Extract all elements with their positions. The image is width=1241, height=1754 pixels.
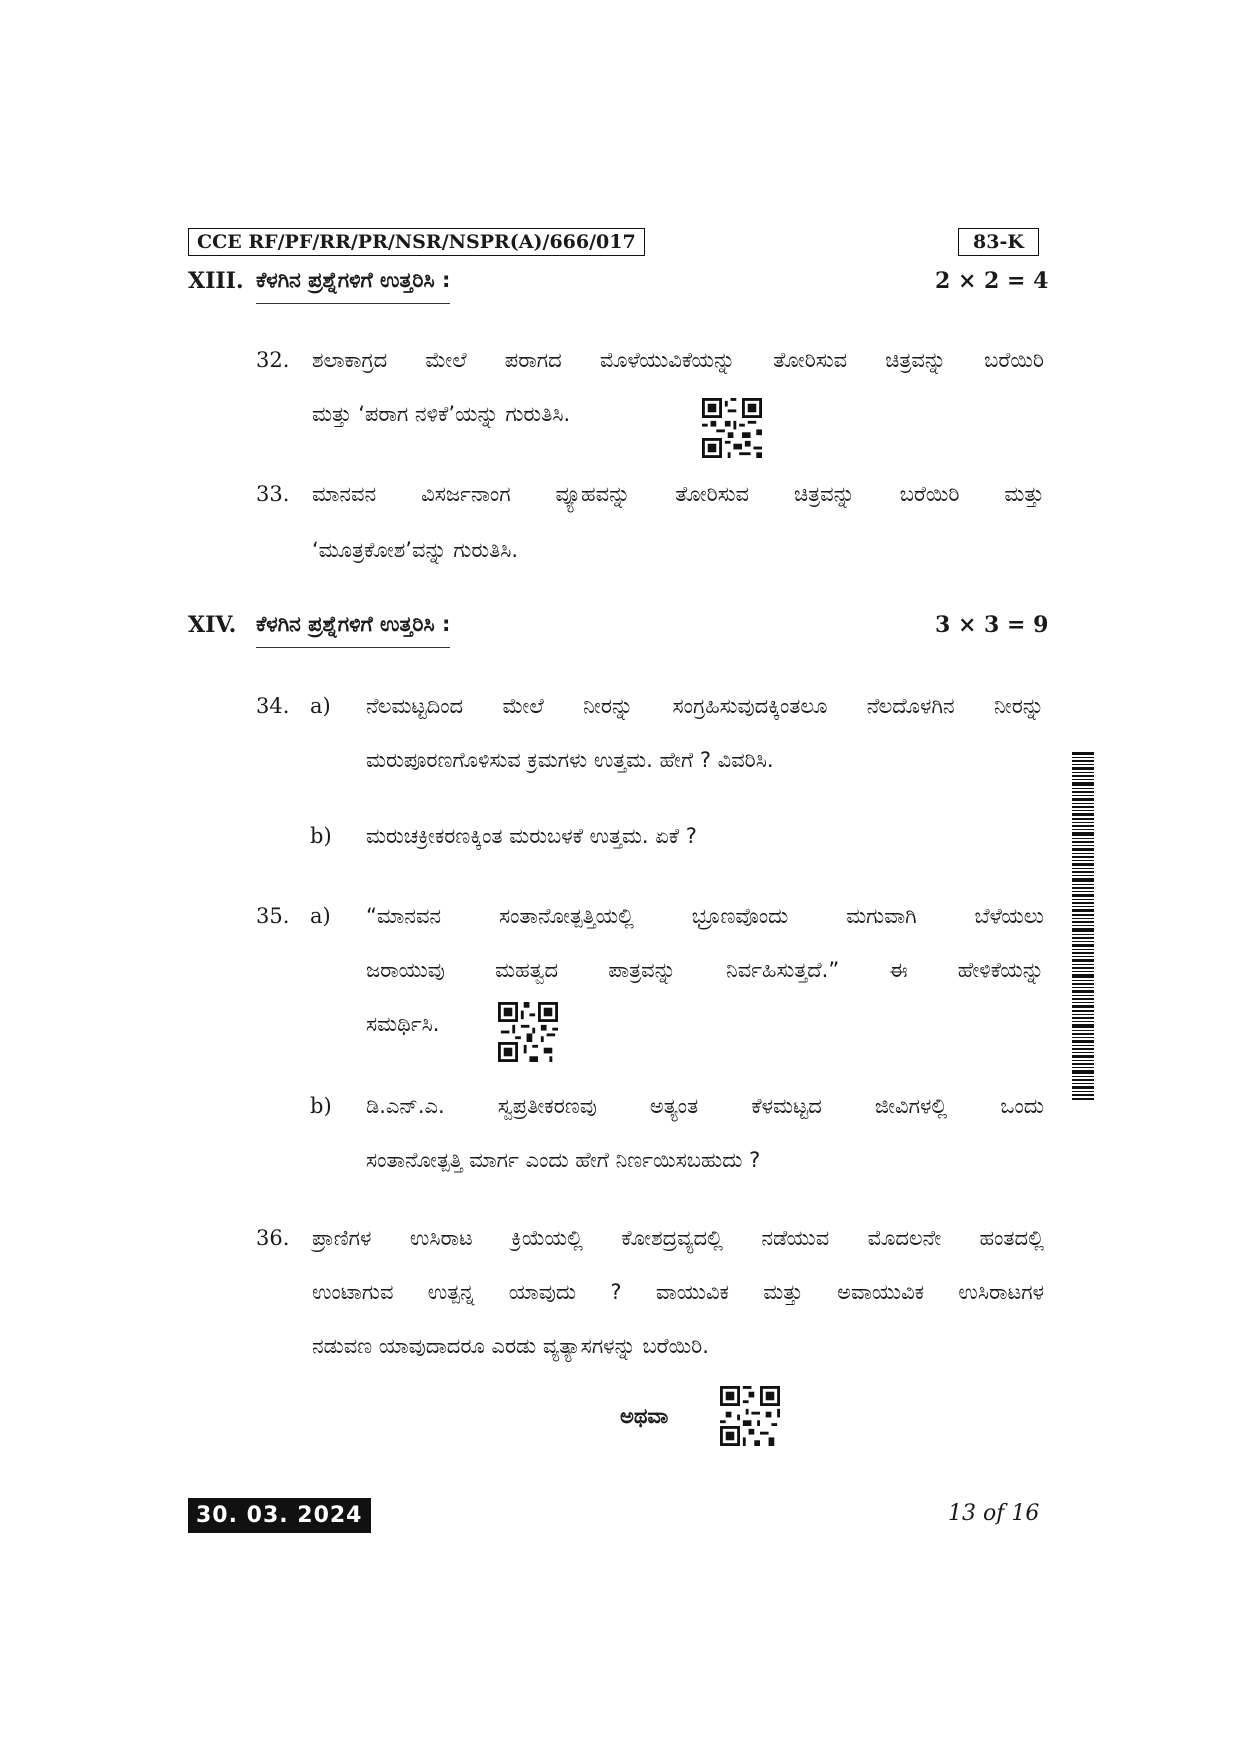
question-text: ಮಾನವನ ವಿಸರ್ಜನಾಂಗ ವ್ಯೂಹವನ್ನು ತೋರಿಸುವ ಚಿತ್ರವನ್ನು ಬರೆಯಿರಿ ಮತ್ತು xyxy=(312,482,1044,506)
question-number: 33. xyxy=(256,482,290,506)
question-text: ಪ್ರಾಣಿಗಳ ಉಸಿರಾಟ ಕ್ರಿಯೆಯಲ್ಲಿ ಕೋಶದ್ರವ್ಯದಲ್ಲಿ ನಡೆಯುವ ಮೊದಲನೇ ಹಂತದಲ್ಲಿ xyxy=(312,1226,1044,1250)
qr-code-icon xyxy=(702,398,762,458)
or-label: ಅಥವಾ xyxy=(620,1404,669,1428)
question-text: ಡಿ.ಎನ್.ಎ. ಸ್ವಪ್ರತೀಕರಣವು ಅತ್ಯಂತ ಕೆಳಮಟ್ಟದ ಜೀವಿಗಳಲ್ಲಿ ಒಂದು xyxy=(366,1094,1044,1118)
question-text: ಮರುಚಕ್ರೀಕರಣಕ್ಕಿಂತ ಮರುಬಳಕೆ ಉತ್ತಮ. ಏಕೆ ? xyxy=(366,824,697,848)
exam-code-box: CCE RF/PF/RR/PR/NSR/NSPR(A)/666/017 xyxy=(188,228,645,256)
section-marks: 2 × 2 = 4 xyxy=(935,268,1049,294)
qr-code-icon xyxy=(498,1002,558,1062)
question-text: ಸಮರ್ಥಿಸಿ. xyxy=(366,1012,440,1036)
sub-question-label: b) xyxy=(310,1094,332,1118)
question-text: ನಡುವಣ ಯಾವುದಾದರೂ ಎರಡು ವ್ಯತ್ಯಾಸಗಳನ್ನು ಬರೆಯಿರಿ. xyxy=(312,1334,709,1358)
sub-question-label: a) xyxy=(310,904,331,928)
question-text: ಉಂಟಾಗುವ ಉತ್ಪನ್ನ ಯಾವುದು ? ವಾಯುವಿಕ ಮತ್ತು ಅವಾಯುವಿಕ ಉಸಿರಾಟಗಳ xyxy=(312,1280,1044,1304)
section-marks: 3 × 3 = 9 xyxy=(935,612,1049,638)
question-text: ಮರುಪೂರಣಗೊಳಿಸುವ ಕ್ರಮಗಳು ಉತ್ತಮ. ಹೇಗೆ ? ವಿವರಿಸಿ. xyxy=(366,748,774,772)
question-number: 36. xyxy=(256,1226,290,1250)
question-text: ಶಲಾಕಾಗ್ರದ ಮೇಲೆ ಪರಾಗದ ಮೊಳೆಯುವಿಕೆಯನ್ನು ತೋರಿಸುವ ಚಿತ್ರವನ್ನು ಬರೆಯಿರಿ xyxy=(312,348,1044,372)
sub-question-label: b) xyxy=(310,824,332,848)
question-number: 32. xyxy=(256,348,290,372)
barcode-icon xyxy=(1072,752,1094,1100)
question-text: “ಮಾನವನ ಸಂತಾನೋತ್ಪತ್ತಿಯಲ್ಲಿ ಭ್ರೂಣವೊಂದು ಮಗುವಾಗಿ ಬೆಳೆಯಲು xyxy=(366,904,1044,928)
page-number: 13 of 16 xyxy=(948,1501,1040,1526)
section-number: XIV. xyxy=(188,612,237,638)
question-text: ‘ಮೂತ್ರಕೋಶ’ವನ್ನು ಗುರುತಿಸಿ. xyxy=(312,538,519,562)
question-text: ಮತ್ತು ‘ಪರಾಗ ನಳಿಕೆ’ಯನ್ನು ಗುರುತಿಸಿ. xyxy=(312,402,571,426)
question-text: ಸಂತಾನೋತ್ಪತ್ತಿ ಮಾರ್ಗ ಎಂದು ಹೇಗೆ ನಿರ್ಣಯಿಸಬಹುದು ? xyxy=(366,1148,761,1172)
section-number: XIII. xyxy=(188,268,244,294)
exam-date: 30. 03. 2024 xyxy=(188,1498,371,1533)
question-text: ಜರಾಯುವು ಮಹತ್ವದ ಪಾತ್ರವನ್ನು ನಿರ್ವಹಿಸುತ್ತದೆ.” ಈ ಹೇಳಿಕೆಯನ್ನು xyxy=(366,958,1044,982)
question-number: 35. xyxy=(256,904,290,928)
section-title: ಕೆಳಗಿನ ಪ್ರಶ್ನೆಗಳಿಗೆ ಉತ್ತರಿಸಿ : xyxy=(256,612,450,648)
question-number: 34. xyxy=(256,694,290,718)
qr-code-icon xyxy=(720,1386,780,1446)
sub-question-label: a) xyxy=(310,694,331,718)
section-title: ಕೆಳಗಿನ ಪ್ರಶ್ನೆಗಳಿಗೆ ಉತ್ತರಿಸಿ : xyxy=(256,268,450,304)
question-text: ನೆಲಮಟ್ಟದಿಂದ ಮೇಲೆ ನೀರನ್ನು ಸಂಗ್ರಹಿಸುವುದಕ್ಕಿಂತಲೂ ನೆಲದೊಳಗಿನ ನೀರನ್ನು xyxy=(366,694,1044,718)
paper-code-box: 83-K xyxy=(958,228,1039,256)
